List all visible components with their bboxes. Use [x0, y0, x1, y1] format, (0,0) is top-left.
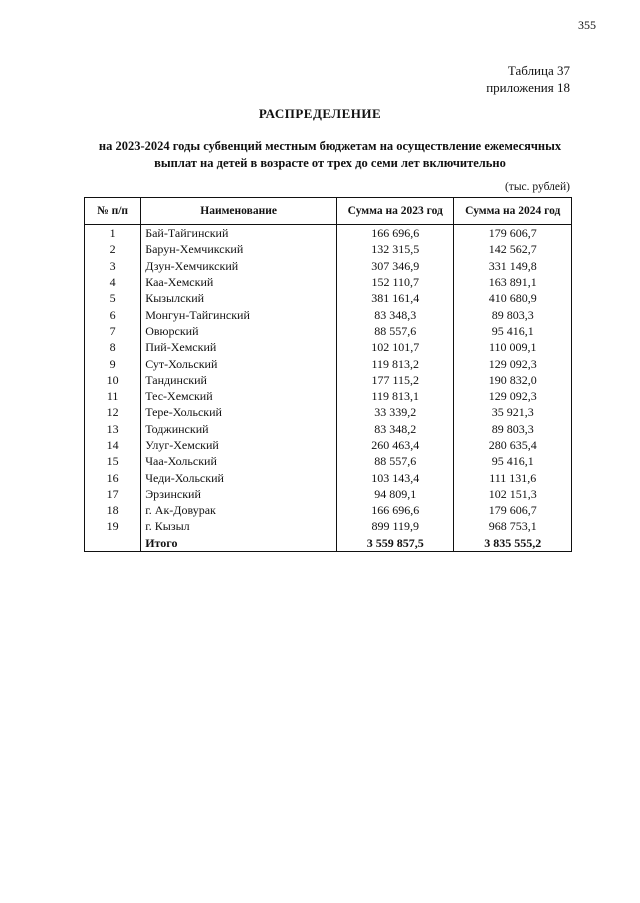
row-name: Тоджинский — [141, 421, 337, 437]
row-sum-2023: 102 101,7 — [337, 339, 454, 355]
row-sum-2024: 102 151,3 — [454, 486, 572, 502]
row-sum-2023: 307 346,9 — [337, 258, 454, 274]
table-row — [85, 469, 572, 485]
table-row — [85, 502, 572, 518]
row-name: Барун-Хемчикский — [141, 241, 337, 257]
table-row — [85, 421, 572, 437]
document-title: РАСПРЕДЕЛЕНИЕ — [258, 106, 382, 121]
row-name: Чеди-Хольский — [141, 469, 337, 485]
row-name: Тандинский — [141, 372, 337, 388]
row-number: 13 — [85, 421, 141, 437]
row-sum-2024: 110 009,1 — [454, 339, 572, 355]
row-name: г. Ак-Довурак — [141, 502, 337, 518]
table-row — [85, 339, 572, 355]
table-total-row — [85, 535, 572, 552]
document-subtitle — [80, 138, 580, 172]
table-row — [85, 323, 572, 339]
row-sum-2024: 163 891,1 — [454, 274, 572, 290]
row-sum-2024: 179 606,7 — [454, 225, 572, 242]
row-sum-2023: 119 813,1 — [337, 388, 454, 404]
column-header-number: № п/п — [85, 198, 141, 225]
row-number: 10 — [85, 372, 141, 388]
row-sum-2024: 190 832,0 — [454, 372, 572, 388]
table-row — [85, 225, 572, 242]
row-number: 4 — [85, 274, 141, 290]
row-sum-2023: 103 143,4 — [337, 469, 454, 485]
row-sum-2024: 179 606,7 — [454, 502, 572, 518]
subtitle-line1: на 2023-2024 годы субвенций местным бюджетам на осуществление ежемесячных — [98, 139, 562, 153]
row-number: 6 — [85, 306, 141, 322]
row-name: г. Кызыл — [141, 518, 337, 534]
row-sum-2023: 899 119,9 — [337, 518, 454, 534]
row-name: Тес-Хемский — [141, 388, 337, 404]
table-ref-line2: приложения 18 — [486, 80, 570, 95]
row-number: 14 — [85, 437, 141, 453]
row-sum-2024: 3 835 555,2 — [454, 535, 572, 552]
table-row — [85, 486, 572, 502]
row-sum-2023: 166 696,6 — [337, 225, 454, 242]
table-body — [85, 225, 572, 552]
row-sum-2023: 88 557,6 — [337, 453, 454, 469]
table-row — [85, 306, 572, 322]
table-ref-line1: Таблица 37 — [507, 63, 570, 78]
row-sum-2023: 83 348,2 — [337, 421, 454, 437]
row-sum-2024: 331 149,8 — [454, 258, 572, 274]
row-number: 5 — [85, 290, 141, 306]
column-header-sum-2024: Сумма на 2024 год — [454, 198, 572, 225]
table-row — [85, 290, 572, 306]
row-sum-2023: 3 559 857,5 — [337, 535, 454, 552]
row-sum-2023: 177 115,2 — [337, 372, 454, 388]
table-row — [85, 355, 572, 371]
row-name: Бай-Тайгинский — [141, 225, 337, 242]
row-sum-2024: 968 753,1 — [454, 518, 572, 534]
table-row — [85, 372, 572, 388]
row-number: 1 — [85, 225, 141, 242]
row-sum-2024: 35 921,3 — [454, 404, 572, 420]
row-name: Каа-Хемский — [141, 274, 337, 290]
row-sum-2023: 381 161,4 — [337, 290, 454, 306]
row-name: Улуг-Хемский — [141, 437, 337, 453]
row-sum-2023: 33 339,2 — [337, 404, 454, 420]
row-name: Кызылский — [141, 290, 337, 306]
page-number: 355 — [578, 18, 596, 32]
table-row — [85, 274, 572, 290]
row-name: Пий-Хемский — [141, 339, 337, 355]
row-name: Итого — [141, 535, 337, 552]
row-number: 3 — [85, 258, 141, 274]
row-sum-2024: 95 416,1 — [454, 323, 572, 339]
row-number: 7 — [85, 323, 141, 339]
row-name: Тере-Хольский — [141, 404, 337, 420]
table-header-row — [85, 198, 572, 225]
subtitle-line2: выплат на детей в возрасте от трех до семи лет включительно — [154, 156, 506, 170]
row-sum-2023: 119 813,2 — [337, 355, 454, 371]
row-number: 18 — [85, 502, 141, 518]
row-sum-2023: 152 110,7 — [337, 274, 454, 290]
column-header-sum-2023: Сумма на 2023 год — [337, 198, 454, 225]
row-number: 19 — [85, 518, 141, 534]
row-sum-2023: 260 463,4 — [337, 437, 454, 453]
row-number: 9 — [85, 355, 141, 371]
row-sum-2024: 129 092,3 — [454, 355, 572, 371]
table-row — [85, 388, 572, 404]
table-row — [85, 258, 572, 274]
row-sum-2023: 132 315,5 — [337, 241, 454, 257]
distribution-table — [84, 197, 572, 552]
row-name: Монгун-Тайгинский — [141, 306, 337, 322]
row-sum-2024: 129 092,3 — [454, 388, 572, 404]
row-number: 17 — [85, 486, 141, 502]
row-number: 8 — [85, 339, 141, 355]
row-number: 16 — [85, 469, 141, 485]
table-row — [85, 241, 572, 257]
row-sum-2024: 280 635,4 — [454, 437, 572, 453]
row-sum-2024: 142 562,7 — [454, 241, 572, 257]
row-name: Овюрский — [141, 323, 337, 339]
row-name: Эрзинский — [141, 486, 337, 502]
row-number: 15 — [85, 453, 141, 469]
column-header-name: Наименование — [141, 198, 337, 225]
row-sum-2023: 88 557,6 — [337, 323, 454, 339]
row-sum-2023: 166 696,6 — [337, 502, 454, 518]
row-number: 2 — [85, 241, 141, 257]
row-number: 12 — [85, 404, 141, 420]
row-sum-2024: 410 680,9 — [454, 290, 572, 306]
table-row — [85, 453, 572, 469]
unit-note: (тыс. рублей) — [504, 181, 570, 193]
row-sum-2023: 94 809,1 — [337, 486, 454, 502]
row-name: Сут-Хольский — [141, 355, 337, 371]
table-row — [85, 518, 572, 534]
row-sum-2024: 89 803,3 — [454, 306, 572, 322]
row-name: Дзун-Хемчикский — [141, 258, 337, 274]
row-sum-2024: 111 131,6 — [454, 469, 572, 485]
table-row — [85, 437, 572, 453]
table-reference — [486, 62, 570, 96]
row-sum-2024: 95 416,1 — [454, 453, 572, 469]
row-name: Чаа-Хольский — [141, 453, 337, 469]
row-sum-2024: 89 803,3 — [454, 421, 572, 437]
row-number — [85, 535, 141, 552]
row-sum-2023: 83 348,3 — [337, 306, 454, 322]
table-row — [85, 404, 572, 420]
row-number: 11 — [85, 388, 141, 404]
